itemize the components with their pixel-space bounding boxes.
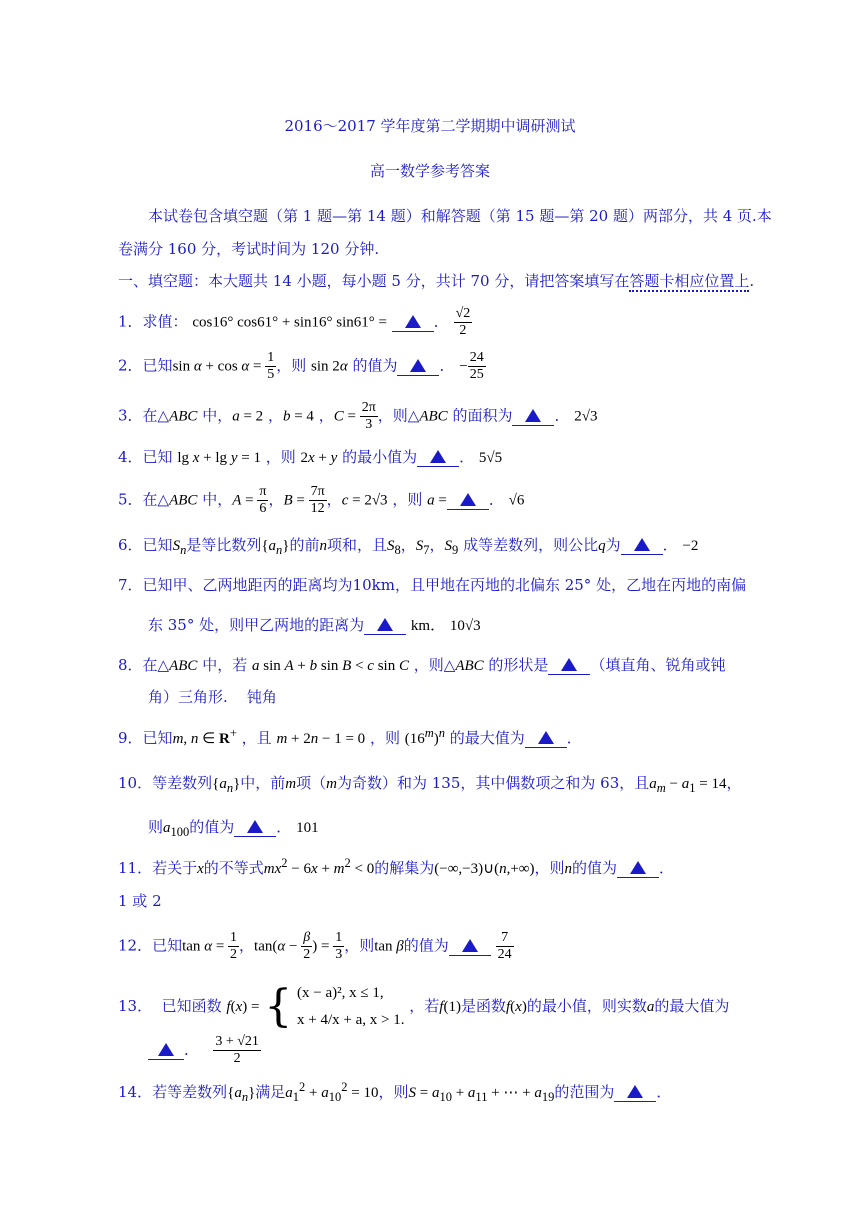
answer-fraction: $\frac{24}{25}$ [469, 350, 484, 383]
question-5: 5．在△ABC 中，A = $\frac{\pi}{6}$ ，B = $\frac{7\pi}{12}$ ，c = 2√3 ，则 a = ． √6 [118, 484, 525, 517]
triangle-icon [405, 315, 421, 328]
question-4: 4．已知 lg x + lg y = 1 ，则 2x + y 的最小值为 ． 5√5 [118, 448, 503, 466]
triangle-icon [430, 450, 446, 463]
triangle-icon [247, 820, 263, 833]
triangle-icon [538, 731, 554, 744]
page-title: 2016～2017 学年度第二学期期中调研测试 [284, 117, 576, 135]
section-prefix: 一、填空题：本大题共 14 小题，每小题 5 分，共计 70 分，请把答案填写在 [118, 272, 630, 290]
section-suffix: . [749, 272, 755, 290]
answer-blank [397, 359, 439, 376]
triangle-icon [634, 538, 650, 551]
question-text: 已知甲、乙两地距丙的距离均为10km，且甲地在丙地的北偏东 25° 处，乙地在丙地的南偏 [142, 576, 747, 594]
question-text: 求值： [142, 312, 188, 331]
question-11-answer: 1 或 2 [118, 892, 162, 910]
triangle-icon [630, 861, 646, 874]
answer-blank [449, 939, 491, 956]
triangle-icon [561, 658, 577, 671]
answer-blank [447, 493, 489, 510]
answer-blank [614, 1085, 656, 1102]
question-10: 10．等差数列$\{a_n\}$中，前m项（m为奇数）和为 135，其中偶数项之和为 63，且$a_m - a_1 = 14$， [118, 774, 742, 795]
question-2: 2．已知sin α + cos α = $\frac{1}{5}$ ，则 sin 2α 的值为 ． − $\frac{24}{25}$ [118, 350, 484, 383]
answer-text: 101 [296, 820, 319, 836]
answer-text: 钝角 [246, 688, 277, 706]
section-heading [118, 270, 754, 291]
question-7-cont: 东 35° 处，则甲乙两地的距离为 km． 10√3 [148, 616, 481, 634]
triangle-icon [627, 1085, 643, 1098]
triangle-icon [460, 493, 476, 506]
question-3: 3．在△ABC 中，a = 2 ，b = 4 ，C = $\frac{2\pi}{3}$ ，则△ABC 的面积为 ． 2√3 [118, 400, 598, 433]
question-10-cont: 则$a_{100}$的值为 ． 101 [148, 818, 319, 839]
answer-text: 2√3 [574, 408, 598, 425]
answer-text: 10√3 [449, 618, 481, 634]
question-8: 8．在△ABC 中，若 a sin A + b sin B < c sin C ，则△ABC 的形状是 （填直角、锐角或钝 [118, 656, 726, 674]
answer-blank [417, 450, 459, 467]
answer-blank [525, 731, 567, 748]
question-1: 1．求值： cos16° cos61° + sin16° sin61° = ． $\frac{√2}{2}$ [118, 306, 471, 339]
answer-text: √6 [508, 492, 525, 509]
answer-blank [234, 820, 276, 837]
question-13: 13． 已知函数 f(x) = { (x − a)², x ≤ 1, x + 4/x + a, x > 1. ，若f(1)是函数f(x)的最小值，则实数a的最大值为 [118, 981, 730, 1032]
question-number: 2． [118, 356, 143, 375]
question-6: 6．已知$S_n$是等比数列$\{a_n\}$的前n项和，且$S_8$，$S_7$，$S_9$ 成等差数列，则公比q为 ． −2 [118, 536, 699, 557]
answer-blank [392, 315, 434, 332]
question-number: 1． [118, 312, 143, 331]
question-12: 12．已知tan α = $\frac{1}{2}$ ，tan(α − $\frac{\beta}{2}$ ) = $\frac{1}{3}$ ，则tan β的值为 $\frac{7}{24}$ [118, 930, 512, 963]
answer-fraction: $\frac{7}{24}$ [497, 930, 512, 963]
answer-blank [548, 658, 590, 675]
question-13-cont: ． $\frac{3 + √21}{2}$ [148, 1034, 261, 1067]
answer-blank [617, 861, 659, 878]
answer-fraction: $\frac{3 + √21}{2}$ [215, 1034, 259, 1067]
answer-text: 5√5 [478, 450, 503, 466]
answer-text: −2 [682, 538, 699, 554]
question-8-cont: 角）三角形. 钝角 [148, 688, 277, 706]
triangle-icon [525, 409, 541, 422]
question-11: 11．若关于x的不等式$mx^2 - 6x + m^2 < 0$的解集为(−∞,−3)∪(n,+∞)，则n的值为 ． [118, 856, 675, 877]
triangle-icon [410, 359, 426, 372]
answer-blank [364, 618, 406, 635]
intro-line-1: 本试卷包含填空题（第 1 题—第 14 题）和解答题（第 15 题—第 20 题）两部分，共 4 页.本 [148, 207, 772, 225]
triangle-icon [158, 1043, 174, 1056]
page-subtitle: 高一数学参考答案 [369, 162, 490, 180]
answer-blank [621, 538, 663, 555]
answer-blank [148, 1043, 184, 1060]
question-9: 9．已知m, n ∈ R+ ，且 m + 2n − 1 = 0 ，则 $(16^m)^n$ 的最大值为 ． [118, 726, 582, 747]
question-expression: cos16° cos61° + sin16° sin61° = [192, 314, 388, 331]
question-14: 14．若等差数列$\{a_n\}$满足$a_1^2 + a_{10}^2 = 10$，则$S = a_{10} + a_{11}$ + ⋯ + $a_{19}$的范围为 ． [118, 1080, 672, 1104]
triangle-icon [462, 939, 478, 952]
triangle-icon [377, 618, 393, 631]
question-7: 7．已知甲、乙两地距丙的距离均为10km，且甲地在丙地的北偏东 25° 处，乙地在丙地的南偏 [118, 576, 747, 594]
section-emphasis: 答题卡相应位置上 [629, 272, 750, 290]
answer-fraction: $\frac{√2}{2}$ [455, 306, 471, 339]
answer-blank [512, 409, 554, 426]
intro-line-2: 卷满分 160 分，考试时间为 120 分钟. [118, 240, 380, 258]
